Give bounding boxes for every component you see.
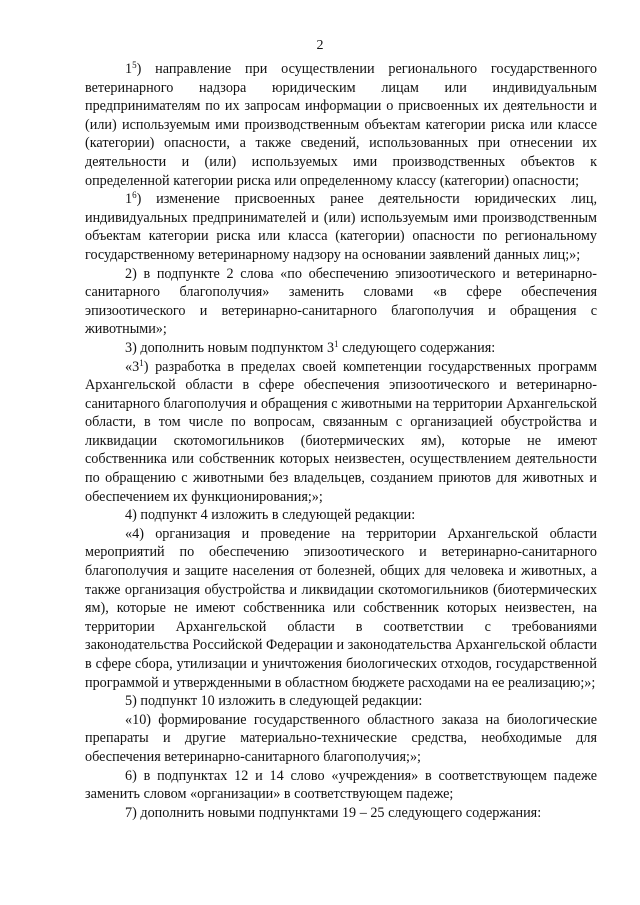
paragraph-text: ) направление при осуществлении регионального государственного ветеринарного надзора юридическим лицам или индивидуальным предпринимателям по их запросам информации о присвоенных их деятельности и (или) используемым ими производственным объектам категории риска или классе (категории) опасности, а также сведений, использованных при отнесении их деятельности и (или) используемых ими производственных объектов к определенной категории риска или определенному классу (категории) опасности; [85, 61, 597, 189]
paragraph-prefix: 1 [125, 61, 133, 77]
superscript: 6 [132, 190, 137, 201]
paragraph-text: 4) подпункт 4 изложить в следующей редакции: [125, 507, 416, 524]
paragraph-item-3-1-text [85, 358, 597, 507]
paragraph-item-5 [85, 692, 597, 711]
paragraph-item-3 [85, 339, 597, 358]
paragraph-text: следующего содержания: [338, 339, 496, 356]
paragraph-text: «10) формирование государственного областного заказа на биологические препараты и другие материально-технические средства, необходимые для обеспечения ветеринарно-санитарного благополучия;»; [85, 711, 597, 765]
paragraph-item-4-text [85, 525, 597, 692]
superscript: 1 [139, 357, 144, 368]
paragraph-1-6 [85, 190, 597, 264]
paragraph-text: 2) в подпункте 2 слова «по обеспечению эпизоотического и ветеринарно-санитарного благополучия» заменить словами «в сфере обеспечения эпизоотического и ветеринарно-санитарного благополучия и обращения с животными»; [85, 265, 597, 338]
paragraph-item-2 [85, 265, 597, 339]
paragraph-item-6 [85, 767, 597, 804]
paragraph-text: 6) в подпунктах 12 и 14 слово «учреждения» в соответствующем падеже заменить словом «организации» в соответствующем падеже; [85, 767, 597, 803]
paragraph-prefix: «3 [125, 358, 140, 375]
paragraph-prefix: 3) дополнить новым подпунктом 3 [125, 339, 335, 356]
paragraph-item-10-text [85, 711, 597, 767]
paragraph-prefix: 1 [125, 191, 133, 208]
paragraph-text: ) разработка в пределах своей компетенции государственных программ Архангельской области в сфере обеспечения эпизоотического и ветеринарно-санитарного благополучия и обращения с животными на территории Архангельской области, в том числе по вопросам, связанным с организацией обустройства и ликвидации скотомогильников (биотермических ям), которые не имеют собственника или собственник которых неизвестен, осуществлением деятельности по обращению с животными без владельцев, созданием приютов для животных и обеспечением их функционирования;»; [85, 358, 597, 505]
paragraph-text: ) изменение присвоенных ранее деятельности юридических лиц, индивидуальных предпринимателей и (или) используемым ими производственным объектам категории риска или класса (категории) опасности по региональному государственному ветеринарному надзору на основании заявлений данных лиц;»; [85, 191, 597, 263]
superscript: 1 [334, 338, 339, 349]
superscript: 5 [132, 60, 137, 70]
page-number: 2 [316, 38, 324, 53]
document-body [85, 60, 597, 822]
paragraph-text: 5) подпункт 10 изложить в следующей редакции: [125, 693, 423, 710]
paragraph-item-4 [85, 506, 597, 525]
paragraph-1-5 [85, 60, 597, 190]
paragraph-text: «4) организация и проведение на территории Архангельской области мероприятий по обеспечению эпизоотического и ветеринарно-санитарного благополучия и защите населения от болезней, общих для человека и животных, а также организация обустройства и ликвидации скотомогильников (биотермических ям), которые не имеют собственника или собственник которых неизвестен, на территории Архангельской области в соответствии с требованиями законодательства Российской Федерации и законодательства Архангельской области в сфере сбора, утилизации и уничтожения биологических отходов, государственной программой и утвержденными в областном бюджете расходами на ее реализацию;»; [85, 525, 597, 691]
paragraph-text: 7) дополнить новыми подпунктами 19 – 25 следующего содержания: [125, 804, 542, 821]
paragraph-item-7 [85, 804, 597, 823]
